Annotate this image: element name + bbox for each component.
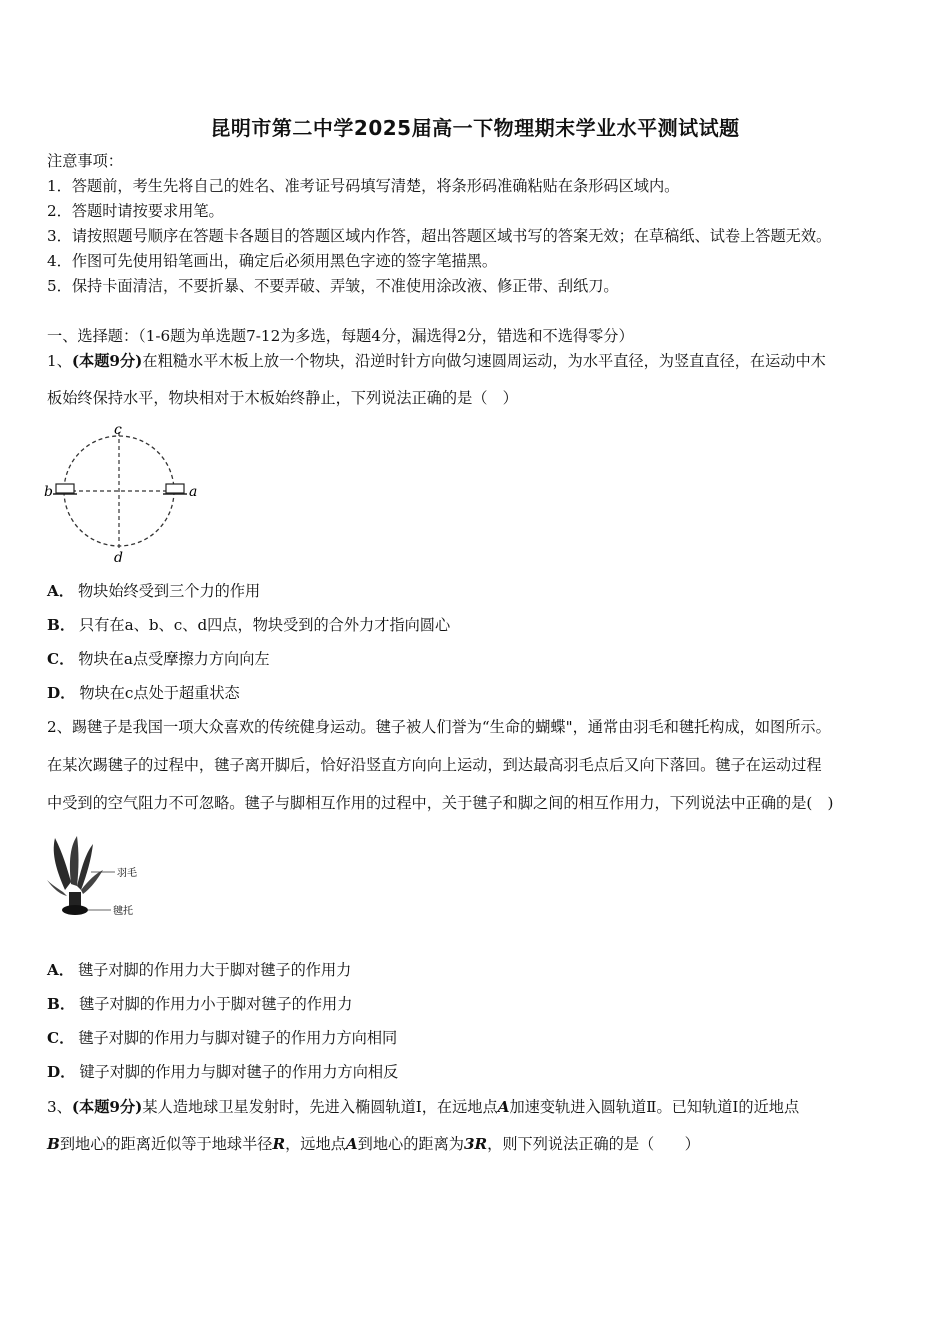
option-letter: C． [47,1029,75,1047]
feather-shape [70,836,79,886]
notice-item: 5．保持卡面清洁，不要折暴、不要弄破、弄皱，不准使用涂改液、修正带、刮纸刀。 [47,277,619,295]
question-stem: 中受到的空气阻力不可忽略。毽子与脚相互作用的过程中，关于毽子和脚之间的相互作用力，下列说法中正确的是( ) [47,794,834,812]
distance-3r: 3R [463,1135,488,1153]
question-number: 3、 [47,1098,72,1116]
question-text: 到地心的距离为 [357,1135,464,1153]
option-text: 物块在c点处于超重状态 [79,684,240,702]
notice-item: 2．答题时请按要求用笔。 [47,202,224,220]
notice-item: 4．作图可先使用铅笔画出，确定后必须用黑色字迹的签字笔描黑。 [47,252,498,270]
feather-shape [54,838,71,890]
shuttlecock-stem [69,892,81,906]
question-stem [47,1096,799,1118]
point-a: A [345,1135,358,1153]
block-b [56,484,74,493]
option-letter: A． [47,582,74,600]
option-text: 毽子对脚的作用力小于脚对毽子的作用力 [79,995,353,1013]
page-title: 昆明市第二中学2025届高一下物理期末学业水平测试试题 [210,116,740,140]
option-text: 物块始终受到三个力的作用 [77,582,261,600]
circular-motion-figure [40,420,210,565]
option-letter: C． [47,650,75,668]
option-letter: D． [47,684,76,702]
label-b: b [44,484,53,500]
label-c: c [114,422,122,438]
question-number: 1、 [47,352,72,370]
block-a [166,484,184,493]
section-heading: 一、选择题：（1-6题为单选题7-12为多选，每题4分，漏选得2分，错选和不选得零分） [47,327,634,345]
option-text: 只有在a、b、c、d四点，物块受到的合外力才指向圆心 [79,616,451,634]
option-letter: B． [47,995,76,1013]
question-text: ，则下列说法正确的是（ ） [487,1135,700,1153]
notice-heading: 注意事项： [47,152,123,170]
point-b: B [47,1135,60,1153]
option-letter: A． [47,961,74,979]
option-a [47,580,260,602]
label-a: a [189,484,198,500]
option-d [47,1061,398,1083]
question-stem: 板始终保持水平，物块相对于木板始终静止，下列说法正确的是（ ） [47,389,518,407]
radius-r: R [272,1135,286,1153]
option-c [47,648,270,670]
option-text: 物块在a点受摩擦力方向向左 [78,650,270,668]
question-points: (本题9分) [71,352,143,370]
question-text: 加速变轨进入圆轨道Ⅱ。已知轨道Ⅰ的近地点 [509,1098,800,1116]
question-points: (本题9分) [71,1098,143,1116]
point-a: A [497,1098,510,1116]
label-base: 毽托 [113,906,133,917]
question-text: 某人造地球卫星发射时，先进入椭圆轨道Ⅰ，在远地点 [142,1098,498,1116]
option-d [47,682,240,704]
option-c [47,1027,397,1049]
option-b [47,993,352,1015]
notice-item: 1．答题前，考生先将自己的姓名、准考证号码填写清楚，将条形码准确粘贴在条形码区域内。 [47,177,680,195]
question-stem [47,350,826,372]
label-d: d [114,550,123,565]
option-text: 毽子对脚的作用力大于脚对毽子的作用力 [77,961,352,979]
question-text: 到地心的距离近似等于地球半径 [59,1135,273,1153]
question-stem: 在某次踢毽子的过程中，毽子离开脚后，恰好沿竖直方向向上运动，到达最高羽毛点后又向下落回。毽子在运动过程 [47,756,822,774]
shuttlecock-base [62,905,88,915]
option-b [47,614,450,636]
question-stem [47,1133,700,1155]
shuttlecock-figure [45,832,155,924]
option-text: 毽子对脚的作用力与脚对键子的作用力方向相同 [78,1029,398,1047]
question-stem: 2、踢毽子是我国一项大众喜欢的传统健身运动。毽子被人们誉为“生命的蝴蝶"，通常由羽毛和毽托构成，如图所示。 [47,718,831,736]
notice-item: 3．请按照题号顺序在答题卡各题目的答题区域内作答，超出答题区域书写的答案无效；在草稿纸、试卷上答题无效。 [47,227,832,245]
option-a [47,959,351,981]
question-text: 在粗糙水平木板上放一个物块，沿逆时针方向做匀速圆周运动，为水平直径，为竖直直径，在运动中木 [142,352,826,370]
option-letter: D． [47,1063,76,1081]
label-feather: 羽毛 [117,868,137,879]
option-letter: B． [47,616,76,634]
question-text: ，远地点 [285,1135,346,1153]
option-text: 键子对脚的作用力与脚对毽子的作用力方向相反 [79,1063,399,1081]
